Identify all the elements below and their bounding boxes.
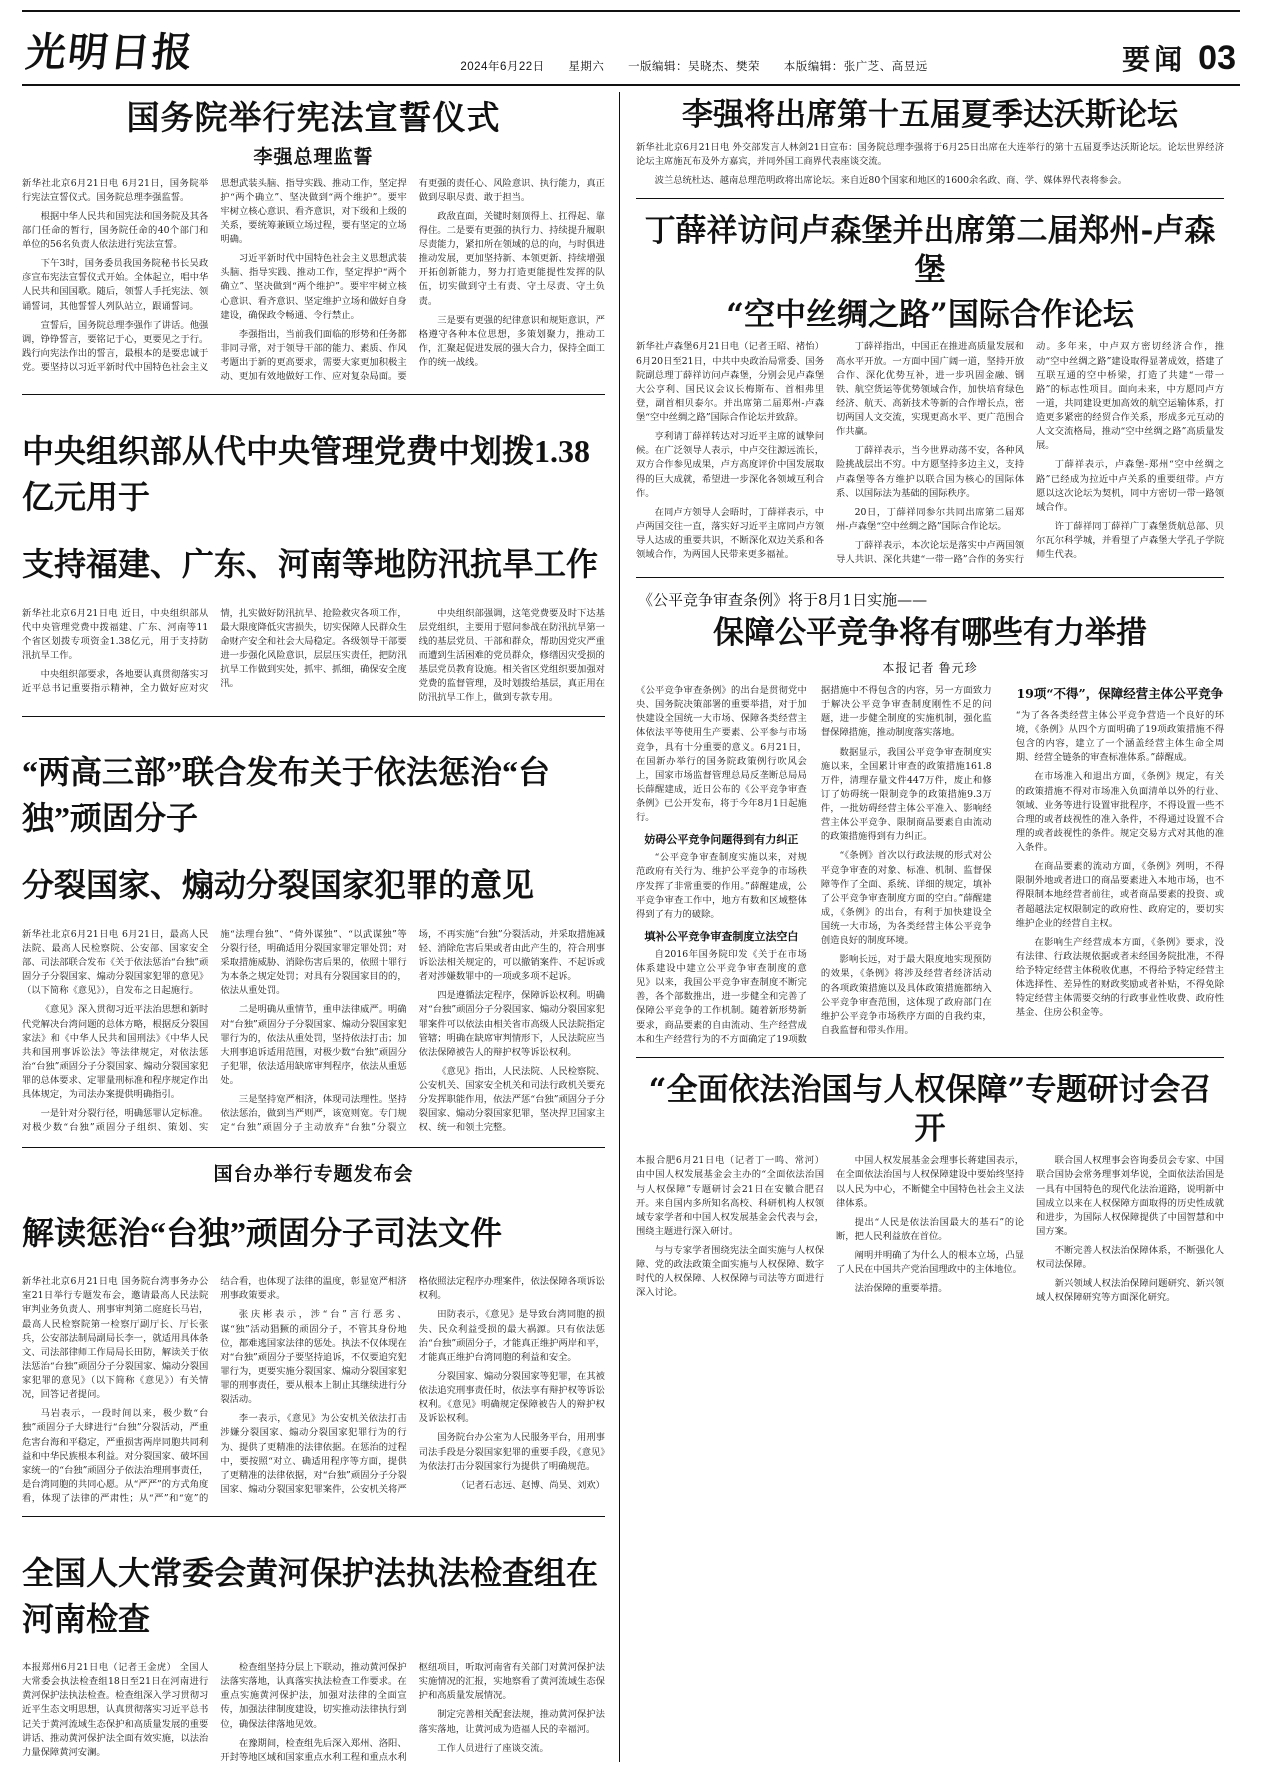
article-headline: 李强将出席第十五届夏季达沃斯论坛 — [682, 97, 1178, 133]
article-human-rights-seminar — [636, 1057, 1224, 1306]
paragraph: “为了各各类经营主体公平竞争营造一个良好的环境，《条例》从四个方面明确了19项政策措施不得包含的内容，建立了一个涵盖经营主体生命全周期、经营全链条的审查标准体系。”薛醒成。 — [1015, 709, 1224, 764]
paragraph: 不断完善人权法治保障体系，不断强化人权司法保障。 — [1036, 1245, 1224, 1271]
article-kicker: 国台办举行专题发布会 — [213, 1163, 414, 1186]
sidebar-headline: 19项“不得”，保障经营主体公平竞争 — [1016, 686, 1224, 701]
article-body — [22, 177, 605, 385]
paragraph: 新华社北京6月21日电 近日，中央组织部从代中央管理党费中拨福建、广东、河南等11个省区划拨专项资金1.38亿元，用于支持防汛抗旱工作。 — [22, 607, 209, 662]
paragraph: 中央组织部要求，各地要认真贯彻落实习近平总书记重要指示精神，全力做好应对灾情，扎实做好防汛抗旱、抢险救灾各项工作，最大限度降低灾害损失，切实保障人民群众生命财产安全和社会大局稳定。各级领导干部要进一步强化风险意识，层层压实责任，把防汛抗旱工作做到实处，抓牢、抓细，确保安全度汛。 — [22, 607, 407, 695]
article-subhead: 填补公平竞争审查制度立法空白 — [644, 929, 799, 943]
paragraph: 中国人权发展基金会理事长蒋建国表示，在全面依法治国与人权保障建设中要始终坚持以人民为中心，不断健全中国特色社会主义法律体系。 — [836, 1155, 1024, 1209]
article-body — [636, 141, 1224, 188]
article-kicker: 《公平竞争审查条例》将于8月1日实施—— — [638, 591, 928, 610]
paragraph: 在影响生产经营成本方面，《条例》要求，没有法律、行政法规依据或者未经国务院批准，不得给予特定经营主体税收优惠，不得给予特定经营主体选择性、差异性的财政奖励或者补贴，不得免除特定经营主体需要交纳的行政事业性收费、政府性基金、住房公积金等。 — [1015, 936, 1224, 1019]
paragraph: 许丁薛祥同丁薛祥广丁森堡货航总部、贝尔瓦尔科学城，并看望了卢森堡大学孔子学院师生代表。 — [1036, 520, 1224, 561]
paragraph: 国务院台办公室为人民服务平台，用刑事司法手段是分裂国家犯罪的重要手段，《意见》为依法打击分裂国家行为提供了明确规范。 — [418, 1432, 605, 1472]
article-taiwan-affairs-briefing — [22, 1147, 605, 1506]
article-headline: 解读惩治“台独”顽固分子司法文件 — [22, 1214, 503, 1251]
paragraph: 分裂国家、煽动分裂国家等犯罪，在其被依法追究刑事责任时，依法享有辩护权等诉讼权利。《意见》明确规定保障被告人的辩护权及诉讼权利。 — [418, 1370, 605, 1425]
article-headline-line2: 支持福建、广东、河南等地防汛抗旱工作 — [22, 546, 599, 583]
article-body — [22, 1275, 605, 1506]
article-headline: 全国人大常委会黄河保护法执法检查组在河南检查 — [22, 1554, 599, 1637]
article-headline-line2: “空中丝绸之路”国际合作论坛 — [726, 296, 1134, 333]
paragraph: 下午3时，国务委员我国务院秘书长吴政彦宣布宪法宣誓仪式开始。全体起立，唱中华人民共和国国歌。随后，领誓人手托宪法、领诵誓词，其他誓誓人列队站立，跟诵誓词。 — [22, 258, 209, 312]
paragraph: 本报合肥6月21日电（记者丁一鸣、常河） 由中国人权发展基金会主办的“全面依法治国与人权保障”专题研讨会21日在安徽合肥召开。来自国内多所知名高校、科研机构人权领域专家学者和中国人权发展基金会代表与会，围绕主题进行深入研讨。 — [636, 1155, 824, 1237]
paragraph: 在商品要素的流动方面，《条例》列明，不得限制外地或者进口的商品要素进入本地市场，也不得限制本地经营者前往，或者商品要素的投资、或者超越法定权限制定的政府性、政府定的，要切实维护企业的经营自主权。 — [1015, 861, 1224, 929]
section-name: 要闻 — [1122, 45, 1187, 76]
logo-text: 光明日报 — [23, 29, 197, 76]
article-body — [22, 1661, 605, 1765]
paragraph: “公平竞争审查制度实施以来，对规范政府有关行为、维护公平竞争的市场秩序发挥了非常重要的作用。”薛醒建成，公平竞争审查工作中，地方有数和区域整体得到了有力的破除。 — [636, 852, 807, 920]
article-body — [636, 340, 1224, 567]
paragraph: 20日，丁薛祥同参尔共同出席第二届郑州-卢森堡“空中丝绸之路”国际合作论坛。 — [836, 506, 1024, 532]
paragraph: 李强指出，当前我们面临的形势和任务都非同寻常，对于领导干部的能力、素质、作风考题出于新的更高要求，需要大家更加积极主动、更加有效地做好工作、应对复杂局面。要有更强的责任心、风险意识、执行能力，真正做到尽职尽责、敢于担当。 — [220, 177, 605, 383]
editors-page: 本版编辑：张广芝、高昱远 — [783, 61, 928, 73]
paragraph: 习近平新时代中国特色社会主义思想武装头脑、指导实践、推动工作，坚定捍护“两个确立”、坚决做到“两个维护”。要牢牢树立核心意识、看齐意识、坚定维护立场和做好自身建设，确保政令畅通、令行禁止。 — [220, 253, 407, 321]
article-headline-line2: 分裂国家、煽动分裂国家犯罪的意见 — [22, 867, 535, 904]
paragraph: 法治保障的重要举措。 — [854, 1283, 948, 1295]
paragraph: 在市场准入和退出方面，《条例》规定，有关的政策措施不得对市场准入负面清单以外的行业、领域、业务等进行设置审批程序，不得设置一些不合理的或者歧视性的准入条件，不得通过设置不合理的或者歧视性的条件。规定交易方式对其他的准入条件。 — [1015, 771, 1224, 853]
paragraph: 波兰总统杜达、越南总理范明政将出席论坛。来自近80个国家和地区的1600余名政、商、学、媒体界代表将参会。 — [654, 175, 1128, 186]
paragraph: 提出“人民是依法治国最大的基石”的论断，把人民利益放在首位。 — [836, 1216, 1024, 1242]
paragraph: 丁薛祥表示，本次论坛是落实中卢两国领导人共识、深化共建“一带一路”合作的务实行动。多年来，中卢双方密切经济合作，推动“空中丝绸之路”建设取得显著成效，搭建了互联互通的空中桥梁，打造了共建“一带一路”的标志性项目。面向未来，中方愿同卢方一道，共同建设更加高效的航空运输体系，打造更多紧密的经贸合作关系，形成多元互动的人文交流格局，推动“空中丝绸之路”高质量发展。 — [836, 341, 1224, 566]
article-headline: 中央组织部从代中央管理党费中划拨1.38亿元用于 — [22, 432, 591, 515]
paragraph: 亨利请丁薛祥转达对习近平主席的诚挚问候。在广泛领导人表示，中卢交往源远流长，双方合作参见成果，卢方高度评价中国发展取得的巨大成就，希望进一步深化各领域互利合作。 — [636, 431, 824, 499]
paragraph: 丁薛祥指出，中国正在推进高质量发展和高水平开放。一方面中国广阔一道，坚持开放合作、深化优势互补，进一步巩固金融、钢铁、航空货运等优势领域合作，加快培育绿色经济、航天、高新技术等新的合作增长点，密切两国人文交流，实现更高水平、更广范围合作共赢。 — [836, 341, 1024, 438]
article-byline: 本报记者 鲁元珍 — [882, 661, 978, 675]
article-sidebar — [1006, 684, 1224, 1047]
paragraph: 在同卢方领导人会晤时，丁薛祥表示，中卢两国交往一直，落实好习近平主席同卢方领导人达成的重要共识，不断深化双边关系和各领域合作，为两国人民带来更多福祉。 — [636, 506, 824, 561]
paragraph: 丁薛祥表示，卢森堡-郑州“空中丝绸之路”已经成为拉近中卢关系的重要纽带。卢方愿以这次论坛为契机，同中方密切一带一路领域合作。 — [1036, 459, 1224, 513]
paragraph: 三是坚持宽严相济，体现司法理性。坚持依法惩治，做到当严则严，该宽则宽。专门规定“台独”顽固分子主动放弃“台独”分裂立场，不再实施“台独”分裂活动，并采取措施减轻、消除危害后果或者由此产生的，符合刑事诉讼法相关规定的，可以撤销案件、不起诉或者对涉嫌数罪中的一项或多项不起诉。 — [220, 928, 605, 1134]
paragraph: 新华社北京6月21日电 国务院台湾事务办公室21日举行专题发布会，邀请最高人民法院审判业务负责人、刑事审判第二庭庭长马岩，最高人民检察院第一检察厅副厅长、厅长张兵，公安部法制局副局长李一，就适用具体条文、司法部律师工作局局长田防，解读关于依法惩治“台独”顽固分子分裂国家、煽动分裂国家犯罪的意见》（以下简称《意见》）有关情况，回答记者提问。 — [22, 1276, 209, 1401]
paragraph: 《意见》指出，人民法院、人民检察院、公安机关、国家安全机关和司法行政机关要充分发挥职能作用，依法严惩“台独”顽固分子分裂国家、煽动分裂国家犯罪，坚决捍卫国家主权、统一和领土完整。 — [418, 1065, 605, 1134]
section-block — [1122, 38, 1236, 80]
paragraph: 马岩表示，一段时间以来，极少数“台独”顽固分子大肆进行“台独”分裂活动，严重危害台海和平稳定，严重损害两岸同胞共同利益和中华民族根本利益。对分裂国家、破坏国家统一的“台独”顽固分子依法治理刑事责任，是台湾同胞的共同心愿。从“严严”的方式角度看，体现了法律的严肃性；从“严”和“宽”的结合看，也体现了法律的温度，彰显宽严相济刑事政策要求。 — [22, 1276, 407, 1505]
paragraph: 新兴领域人权法治保障问题研究、新兴领域人权保障研究等方面深化研究。 — [1036, 1278, 1224, 1304]
paragraph: 检查组坚持分层上下联动，推动黄河保护法落实落地，认真落实执法检查工作要求。在重点实施黄河保护法，加强对法律的全面宣传，加强法律制度建设，切实推动法律执行到位，确保法律落地见效。 — [220, 1662, 407, 1730]
paragraph: 张庆彬表示，涉“台”言行恶劣、谋“独”活动猖獗的顽固分子，不管其身份地位，都难逃国家法律的惩处。执法不仅体现在对“台独”顽固分子要坚持追诉，不仅要追究犯罪行为，更要实施分裂国家、煽动分裂国家犯罪的刑事责任，要从根本上制止其继续进行分裂活动。 — [220, 1309, 407, 1406]
weekday: 星期六 — [568, 61, 605, 73]
article-body — [636, 1154, 1224, 1306]
paragraph: 田防表示，《意见》是导致台湾同胞的损失、民众利益受损的最大祸源。只有依法惩治“台独”顽固分子，才能真正维护两岸和平，才能真正维护台湾同胞的利益和安全。 — [418, 1309, 605, 1363]
article-davos-forum — [636, 96, 1224, 188]
paragraph: 《意见》深入贯彻习近平法治思想和新时代党解决台湾问题的总体方略，根据反分裂国家法》和《中华人民共和国刑法》《中华人民共和国刑事诉讼法》等法律规定，对依法惩治“台独”顽固分子分裂国家、煽动分裂国家犯罪的总体要求、定罪量刑标准和程序规定作出具体规定，为司法办案提供明确指引。 — [22, 1004, 209, 1101]
paragraph: 新华社北京6月21日电 外交部发言人林剑21日宣布：国务院总理李强将于6月25日出席在大连举行的第十五届夏季达沃斯论坛。论坛世界经济论坛主席施瓦布及外方嘉宾，并同外国工商界代表座谈交流。 — [636, 141, 1224, 167]
paragraph: 《公平竞争审查条例》的出台是贯彻党中央、国务院决策部署的重要举措，对于加快建设全国统一大市场、保障各类经营主体依法平等使用生产要素、公平参与市场竞争，具有十分重要的意义。6月21日，在国新办举行的国务院政策例行吹风会上，国家市场监督管理总局反垄断总局局长薛醒建成，近日公布的《公平竞争审查条例》已公开发布，将于今年8月1日起施行。 — [636, 685, 807, 824]
article-main-text — [636, 684, 992, 1047]
paragraph: 丁薛祥表示，当今世界动荡不安，各种风险挑战层出不穷。中方愿坚持多边主义，支持卢森堡等各方维护以联合国为核心的国际体系、以国际法为基础的国际秩序。 — [836, 445, 1024, 499]
article-taiwan-independence-opinion — [22, 716, 605, 1138]
left-column — [22, 92, 620, 1762]
paragraph: 李一表示，《意见》为公安机关依法打击涉嫌分裂国家、煽动分裂国家犯罪行为的行为、提供了更精准的法律依据。在惩治的过程中，要按照“对立、确适用程序等方面，提供了更精准的法律依据，对“台独”顽固分子分裂国家、煽动分裂国家犯罪案件，公安机关将严格依照法定程序办理案件，依法保障各项诉讼权利。 — [220, 1276, 605, 1495]
article-body — [636, 684, 1224, 1047]
right-column — [620, 92, 1224, 1762]
article-credit: （记者石志远、赵博、尚昊、刘欢） — [456, 1479, 605, 1491]
editors-front: 一版编辑：吴晓杰、樊荣 — [628, 61, 761, 73]
paragraph: 新华社北京6月21日电 6月21日，最高人民法院、最高人民检察院、公安部、国家安全部、司法部联合发布《关于依法惩治“台独”顽固分子分裂国家、煽动分裂国家犯罪的意见》（以下简称《意见》），自发布之日起施行。 — [22, 928, 209, 997]
page-number: 03 — [1198, 39, 1236, 77]
article-headline: 丁薛祥访问卢森堡并出席第二届郑州-卢森堡 — [644, 213, 1216, 288]
article-subhead: 妨碍公平竞争问题得到有力纠正 — [644, 833, 799, 847]
paragraph: 根据中华人民共和国宪法和国务院及其各部门任命的暂行，国务院任命的40个部门和单位的56名负责人依法进行宪法宣誓。 — [22, 210, 209, 251]
paragraph: 影响长远，对于最大限度地实现预防的效果，《条例》将涉及经营者经济活动的各项政策措施以及具体政策措施都纳入公平竞争审查范围，这体现了政府部门在维护公平竞争市场秩序方面的自我约束，自我监督和带头作用。 — [820, 954, 992, 1036]
paragraph: 政敌直面，关键时刻顶得上、扛得起、靠得住。二是要有更强的执行力、持续提升履职尽责能力，紧扣所在领域的总的向，与时俱进推动发展，更加坚持新、本领更新、持续增强开拓创新能力，努力打造更能提性发挥的队伍，切实做到守土有责、守土尽责、守土负责。 — [418, 210, 605, 307]
paragraph: 自2016年国务院印发《关于在市场体系建设中建立公平竞争审查制度的意见》以来，我国公平竞争审查制度不断完善，各个部数推出，进一步健全和完善了保障公平竞争的工作机制。随着新形势新要求，商品要素的自由流动、生产经营成本和生产经营行为的不方面确定了19项数据措施中不得包含的内容，另一方面致力于解决公平竞争审查制度刚性不足的问题，进一步健全制度的实施机制，强化监督保障措施，推动制度落实落地。 — [636, 685, 992, 1045]
paragraph: 制定完善相关配套法规，推动黄河保护法落实落地，让黄河成为造福人民的幸福河。 — [418, 1709, 605, 1735]
paragraph: 二是明确从重情节，重申法律威严。明确对“台独”顽固分子分裂国家、煽动分裂国家犯罪行为的，依法从重处罚，坚持依法打击；加大刑事追诉适用范围，对极少数“台独”顽固分子犯罪，依法适用缺席审判程序，依法从重惩处。 — [220, 1004, 407, 1087]
newspaper-logo — [23, 26, 266, 80]
paragraph: 本报郑州6月21日电（记者王金虎） 全国人大常委会执法检查组18日至21日在河南进行黄河保护法执法检查。检查组深入学习贯彻习近平生态文明思想，认真贯彻落实习近平总书记关于黄河流域生态保护和高质量发展的重要讲话、推动黄河保护法全面有效实施，以法治力量保障黄河安澜。 — [22, 1662, 209, 1758]
paragraph: 在豫期间，检查组先后深入郑州、洛阳、开封等地区域和国家重点水利工程和重点水利枢纽项目，听取河南省有关部门对黄河保护法实施情况的汇报，实地察看了黄河流域生态保护和高质量发展情况。 — [220, 1662, 605, 1763]
paragraph: 一是针对分裂行径，明确惩罪认定标准。对极少数“台独”顽固分子组织、策划、实施“法理台独”、“倚外谋独”、“以武谋独”等分裂行径，明确适用分裂国家罪定罪处罚；对采取措施威胁、消除伤害后果的，依照十罪行为本条之规定处罚；对具有分裂国家目的的，依法从重处罚。 — [22, 928, 407, 1134]
article-body — [22, 607, 605, 706]
paragraph: 中央组织部强调，这笔党费要及时下达基层党组织，主要用于慰问参战在防汛抗旱第一线的基层党员、干部和群众，帮助因党灾严重而遭到生活困难的党员群众，修缮因灾受损的基层党员教育设施。相关省区党组织要加强对党费的监督管理，及时划拨给基层，真正用在防汛抗旱工作上，做到专款专用。 — [418, 607, 605, 704]
article-subheadline: 李强总理监誓 — [253, 145, 374, 168]
paragraph: 数据显示，我国公平竞争审查制度实施以来，全国累计审查的政策措施161.8万件，清理存量文件447万件，废止和修订了妨碍统一限制竞争的政策措施9.3万件，一批妨碍经营主体公平准入、影响经营主体公平竞争、限制商品要素自由流动的政策措施得到有力纠正。 — [820, 746, 992, 843]
article-headline: 保障公平竞争将有哪些有力举措 — [713, 615, 1147, 652]
paragraph: 宣誓后，国务院总理李强作了讲话。他强调，铮铮誓言，要铭记于心，更要见之于行。践行向宪法作出的誓言，最根本的是要忠诚于党。要坚持以习近平新时代中国特色社会主义思想武装头脑、指导实践、推动工作，坚定捍护“两个确立”、坚决做到“两个维护”。要牢牢树立核心意识、看齐意识，对下级和上级的关系，要统筹兼顾立场过程，要有坚定的立场明确。 — [22, 177, 407, 374]
paragraph: “《条例》首次以行政法规的形式对公平竞争审查的对象、标准、机制、监督保障等作了全面、系统、详细的规定，填补了公平竞争审查制度方面的空白。”薛醒建成，《条例》的出台，有利于加快建设全国统一大市场，为各类经营主体公平竞争创造良好的制度环境。 — [820, 850, 992, 947]
paragraph: 联合国人权理事会咨询委员会专家、中国联合国协会常务理事刘华说，全面依法治国是一具有中国特色的现代化法治道路，说明新中国成立以来在人权保障方面取得的历史性成就和进步，为国际人权保障提供了中国智慧和中国方案。 — [1036, 1155, 1224, 1237]
paragraph: 与与专家学者围绕宪法全面实施与人权保障、党的政法政策全面实施与人权保障、数字时代的人权保障、人权保障与司法等方面进行深入讨论。 — [636, 1245, 824, 1299]
article-headline: “全面依法治国与人权保障”专题研讨会召开 — [648, 1071, 1212, 1147]
masthead-info — [266, 58, 1122, 80]
paragraph: 新华社北京6月21日电 6月21日，国务院举行宪法宣誓仪式。国务院总理李强监誓。 — [22, 177, 209, 203]
paragraph: 新华社卢森堡6月21日电（记者王昭、褚怡）6月20日至21日，中共中央政治局常委、国务院副总理丁薛祥访问卢森堡，分别会见卢森堡大公亨利、国民议会议长梅斯布、首相弗里登，副首相贝泰尔。并出席第二届郑州-卢森堡“空中丝绸之路”国际合作论坛并致辞。 — [636, 341, 824, 423]
article-headline: “两高三部”联合发布关于依法惩治“台独”顽固分子 — [22, 753, 551, 836]
publication-date: 2024年6月22日 — [460, 61, 545, 73]
paragraph: 工作人员进行了座谈交流。 — [437, 1742, 549, 1754]
paragraph: 阐明并明确了为什么人的根本立场，凸显了人民在中国共产党治国理政中的主体地位。 — [836, 1250, 1024, 1276]
paragraph: 四是遵循法定程序，保障诉讼权利。明确对“台独”顽固分子分裂国家、煽动分裂国家犯罪案件可以依法由相关省市高级人民法院指定管辖；明确在缺席审判情形下，人民法院应当依法保障被告人的辩护权等诉讼权利。 — [418, 990, 605, 1058]
article-fair-competition-regulation — [636, 577, 1224, 1047]
article-headline: 国务院举行宪法宣誓仪式 — [126, 98, 501, 137]
masthead — [22, 12, 1240, 86]
paragraph: 三是要有更强的纪律意识和规矩意识，严格遵守各种本位思想，多策划聚力，推动工作，汇聚起促进发展的强大合力，保持全面工作的统一战线。 — [418, 314, 605, 369]
article-state-council-oath — [22, 98, 605, 384]
article-luxembourg-visit — [636, 198, 1224, 567]
article-party-dues-allocation — [22, 394, 605, 705]
page-body — [22, 92, 1240, 1762]
article-yellow-river-inspection — [22, 1516, 605, 1765]
article-body — [22, 928, 605, 1137]
